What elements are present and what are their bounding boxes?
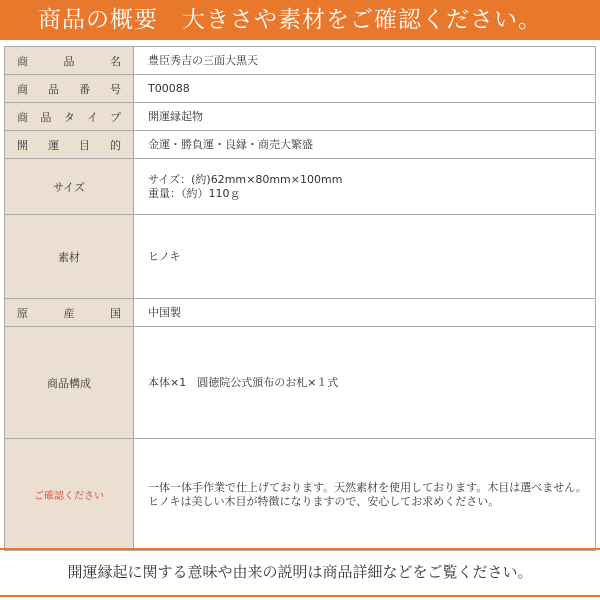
row-label-product-type: 商品タイプ [5, 103, 134, 131]
row-value-origin: 中国製 [134, 299, 596, 327]
footer-note: 開運縁起に関する意味や由来の説明は商品詳細などをご覧ください。 [67, 563, 533, 581]
row-label-material: 素材 [5, 215, 134, 299]
divider-bottom [0, 595, 600, 597]
row-label-contents: 商品構成 [5, 327, 134, 439]
row-value-purpose: 金運・勝負運・良縁・商売大繁盛 [134, 131, 596, 159]
row-value-product-number: T00088 [134, 75, 596, 103]
row-label-notice: ご確認ください [5, 439, 134, 551]
table-row [5, 159, 596, 215]
row-label-product-name: 商品名 [5, 47, 134, 75]
row-label-origin: 原産国 [5, 299, 134, 327]
size-dimensions: サイズ：(約)62mm×80mm×100mm [148, 172, 343, 186]
row-value-notice [134, 439, 596, 551]
table-row [5, 47, 596, 75]
row-label-product-number: 商品番号 [5, 75, 134, 103]
notice-line-2: ヒノキは美しい木目が特徴になりますので、安心してお求めください。 [148, 494, 500, 508]
notice-line-1: 一体一体手作業で仕上げております。天然素材を使用しております。木目は選べません。 [148, 480, 587, 494]
row-value-material: ヒノキ [134, 215, 596, 299]
table-row [5, 103, 596, 131]
row-label-purpose: 開運目的 [5, 131, 134, 159]
product-spec-table [4, 46, 596, 551]
table-row [5, 439, 596, 551]
table-row [5, 75, 596, 103]
size-weight: 重量：（約）110ｇ [148, 186, 241, 200]
row-label-size: サイズ [5, 159, 134, 215]
header-title: 商品の概要 大きさや素材をご確認ください。 [38, 7, 542, 33]
row-value-product-name: 豊臣秀吉の三面大黒天 [134, 47, 596, 75]
section-header [0, 0, 600, 40]
row-value-size [134, 159, 596, 215]
table-row [5, 327, 596, 439]
table-row [5, 131, 596, 159]
row-value-contents: 本体×1 圓徳院公式頒布のお札×１式 [134, 327, 596, 439]
row-value-product-type: 開運縁起物 [134, 103, 596, 131]
table-row [5, 299, 596, 327]
table-row [5, 215, 596, 299]
